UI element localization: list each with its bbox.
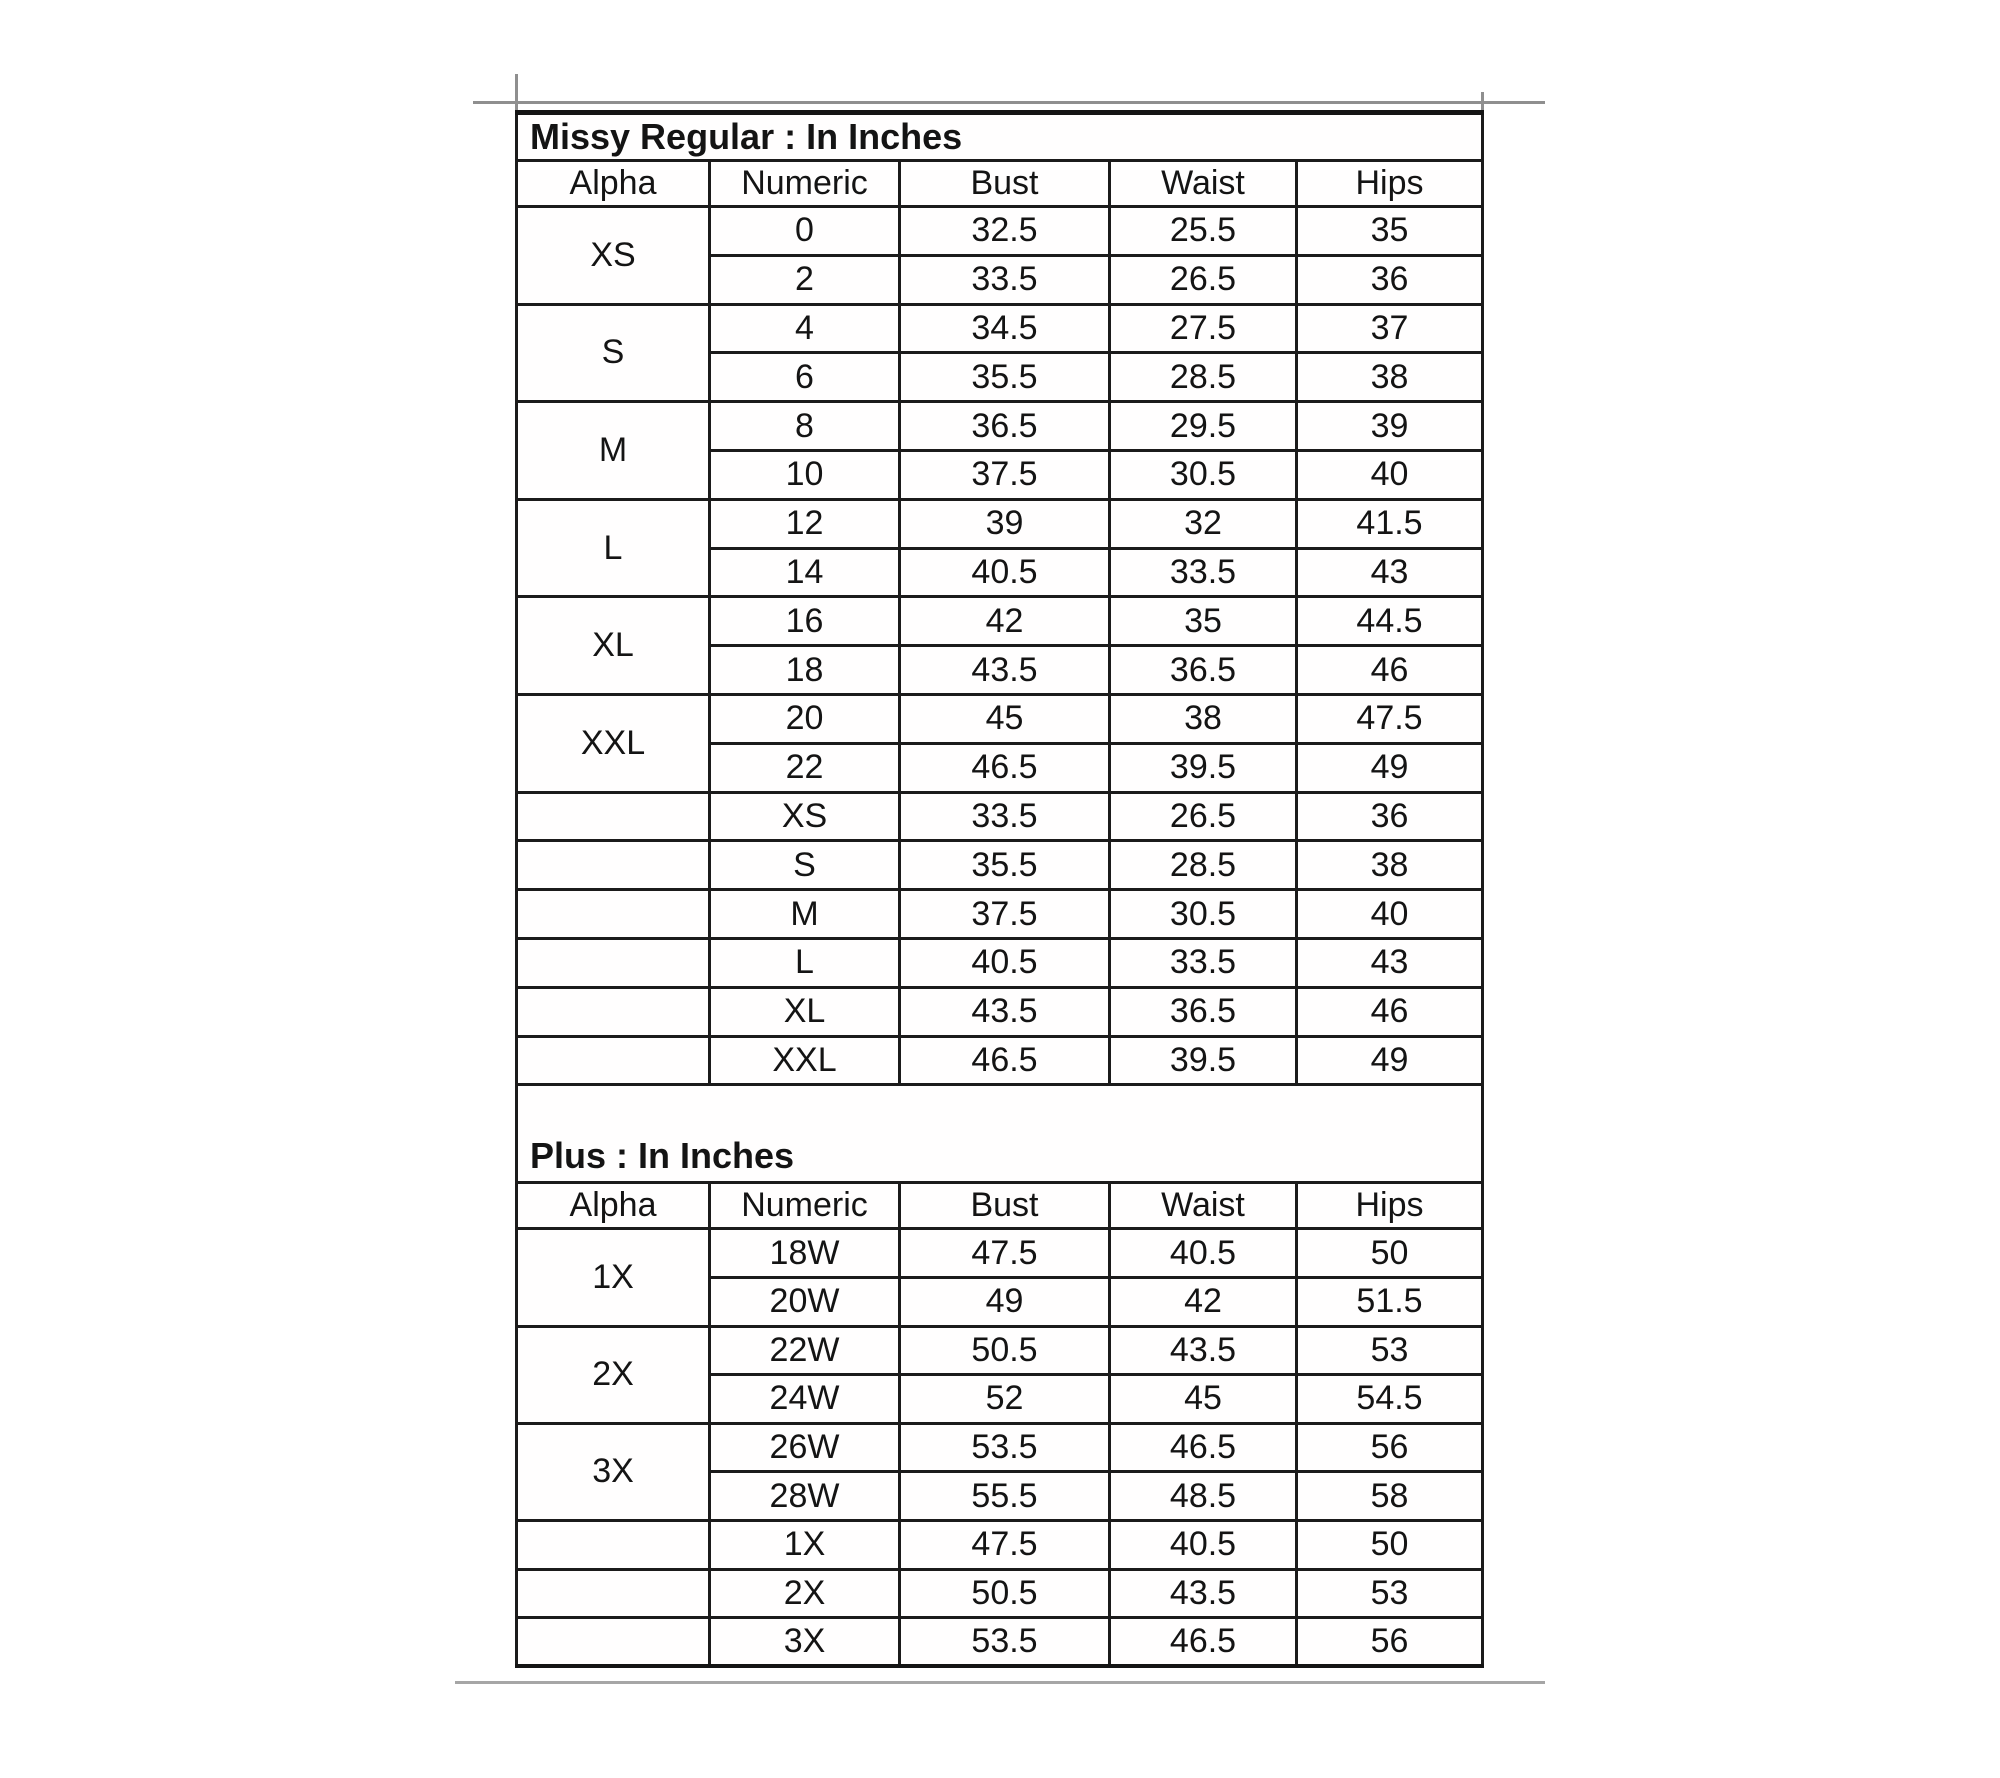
cell-alpha: XL: [517, 597, 710, 695]
column-header-numeric: Numeric: [710, 1183, 900, 1229]
cell-hips: 39: [1297, 402, 1483, 451]
cell-numeric: XL: [710, 987, 900, 1036]
table-row: [517, 841, 1483, 890]
cell-bust: 43.5: [900, 987, 1110, 1036]
size-chart-table: [515, 110, 1484, 1668]
cell-bust: 47.5: [900, 1520, 1110, 1569]
cell-hips: 58: [1297, 1472, 1483, 1521]
cell-bust: 33.5: [900, 792, 1110, 841]
cell-numeric: 16: [710, 597, 900, 646]
cell-waist: 46.5: [1110, 1618, 1297, 1667]
table-row: [517, 1326, 1483, 1375]
table-row: [517, 304, 1483, 353]
cell-waist: 40.5: [1110, 1520, 1297, 1569]
cell-bust: 40.5: [900, 548, 1110, 597]
cell-numeric: 20W: [710, 1277, 900, 1326]
cell-alpha: XXL: [517, 694, 710, 792]
table-row: [517, 597, 1483, 646]
cell-hips: 46: [1297, 987, 1483, 1036]
cell-hips: 35: [1297, 207, 1483, 256]
cell-waist: 43.5: [1110, 1326, 1297, 1375]
table-row: [517, 1569, 1483, 1618]
cell-hips: 49: [1297, 743, 1483, 792]
cell-numeric: 12: [710, 499, 900, 548]
cell-alpha: [517, 1036, 710, 1085]
cell-hips: 44.5: [1297, 597, 1483, 646]
table-row: [517, 402, 1483, 451]
cell-numeric: 22W: [710, 1326, 900, 1375]
cell-bust: 53.5: [900, 1618, 1110, 1667]
cell-waist: 48.5: [1110, 1472, 1297, 1521]
table-row: [517, 113, 1483, 161]
cell-numeric: XXL: [710, 1036, 900, 1085]
cell-bust: 46.5: [900, 743, 1110, 792]
cell-waist: 40.5: [1110, 1229, 1297, 1278]
cell-waist: 36.5: [1110, 987, 1297, 1036]
cell-hips: 40: [1297, 890, 1483, 939]
cell-waist: 46.5: [1110, 1423, 1297, 1472]
cell-bust: 32.5: [900, 207, 1110, 256]
cell-waist: 35: [1110, 597, 1297, 646]
column-header-waist: Waist: [1110, 1183, 1297, 1229]
column-header-bust: Bust: [900, 161, 1110, 207]
cell-bust: 40.5: [900, 938, 1110, 987]
cell-bust: 50.5: [900, 1326, 1110, 1375]
cell-waist: 28.5: [1110, 353, 1297, 402]
cell-waist: 39.5: [1110, 1036, 1297, 1085]
cell-alpha: [517, 890, 710, 939]
table-row: [517, 1520, 1483, 1569]
cell-hips: 36: [1297, 255, 1483, 304]
cell-bust: 55.5: [900, 1472, 1110, 1521]
cell-bust: 46.5: [900, 1036, 1110, 1085]
cell-hips: 40: [1297, 450, 1483, 499]
cell-alpha: S: [517, 304, 710, 402]
cell-bust: 36.5: [900, 402, 1110, 451]
cell-waist: 33.5: [1110, 938, 1297, 987]
cell-waist: 27.5: [1110, 304, 1297, 353]
cell-waist: 29.5: [1110, 402, 1297, 451]
table-row: [517, 161, 1483, 207]
cell-numeric: 0: [710, 207, 900, 256]
cell-numeric: M: [710, 890, 900, 939]
table-row: [517, 987, 1483, 1036]
plus-title: Plus : In Inches: [517, 1085, 1483, 1183]
scan-artifact-left-tick: [515, 74, 518, 112]
cell-alpha: 3X: [517, 1423, 710, 1520]
column-header-numeric: Numeric: [710, 161, 900, 207]
cell-bust: 34.5: [900, 304, 1110, 353]
cell-alpha: [517, 1569, 710, 1618]
cell-bust: 43.5: [900, 646, 1110, 695]
cell-bust: 33.5: [900, 255, 1110, 304]
table-row: [517, 499, 1483, 548]
cell-hips: 46: [1297, 646, 1483, 695]
cell-bust: 47.5: [900, 1229, 1110, 1278]
cell-numeric: L: [710, 938, 900, 987]
table-row: [517, 1618, 1483, 1667]
column-header-hips: Hips: [1297, 161, 1483, 207]
table-row: [517, 1229, 1483, 1278]
cell-bust: 39: [900, 499, 1110, 548]
cell-waist: 26.5: [1110, 792, 1297, 841]
cell-hips: 36: [1297, 792, 1483, 841]
column-header-bust: Bust: [900, 1183, 1110, 1229]
table-row: [517, 694, 1483, 743]
column-header-alpha: Alpha: [517, 161, 710, 207]
table-row: [517, 1036, 1483, 1085]
cell-alpha: [517, 841, 710, 890]
scan-artifact-right-tick: [1481, 92, 1484, 112]
cell-hips: 54.5: [1297, 1375, 1483, 1424]
cell-hips: 47.5: [1297, 694, 1483, 743]
missy-title: Missy Regular : In Inches: [517, 113, 1483, 161]
cell-numeric: 10: [710, 450, 900, 499]
cell-hips: 37: [1297, 304, 1483, 353]
cell-bust: 45: [900, 694, 1110, 743]
cell-alpha: [517, 792, 710, 841]
cell-waist: 30.5: [1110, 890, 1297, 939]
cell-waist: 33.5: [1110, 548, 1297, 597]
table-row: [517, 1183, 1483, 1229]
table-row: [517, 1085, 1483, 1183]
table-row: [517, 938, 1483, 987]
cell-numeric: 28W: [710, 1472, 900, 1521]
cell-alpha: 2X: [517, 1326, 710, 1423]
cell-bust: 35.5: [900, 353, 1110, 402]
cell-hips: 38: [1297, 841, 1483, 890]
table-row: [517, 207, 1483, 256]
cell-numeric: 26W: [710, 1423, 900, 1472]
cell-numeric: 6: [710, 353, 900, 402]
cell-alpha: L: [517, 499, 710, 597]
cell-numeric: 2: [710, 255, 900, 304]
cell-alpha: 1X: [517, 1229, 710, 1326]
cell-waist: 25.5: [1110, 207, 1297, 256]
cell-bust: 42: [900, 597, 1110, 646]
cell-alpha: XS: [517, 207, 710, 305]
cell-numeric: S: [710, 841, 900, 890]
cell-bust: 37.5: [900, 890, 1110, 939]
cell-hips: 50: [1297, 1229, 1483, 1278]
cell-numeric: 3X: [710, 1618, 900, 1667]
column-header-hips: Hips: [1297, 1183, 1483, 1229]
cell-waist: 39.5: [1110, 743, 1297, 792]
cell-numeric: XS: [710, 792, 900, 841]
cell-alpha: [517, 987, 710, 1036]
cell-waist: 32: [1110, 499, 1297, 548]
cell-alpha: [517, 938, 710, 987]
scan-artifact-bottom-line: [455, 1681, 1545, 1684]
cell-numeric: 22: [710, 743, 900, 792]
cell-hips: 41.5: [1297, 499, 1483, 548]
cell-alpha: [517, 1520, 710, 1569]
cell-hips: 56: [1297, 1618, 1483, 1667]
cell-hips: 53: [1297, 1326, 1483, 1375]
table-row: [517, 890, 1483, 939]
cell-bust: 35.5: [900, 841, 1110, 890]
cell-hips: 53: [1297, 1569, 1483, 1618]
cell-numeric: 14: [710, 548, 900, 597]
cell-bust: 50.5: [900, 1569, 1110, 1618]
cell-numeric: 8: [710, 402, 900, 451]
cell-waist: 28.5: [1110, 841, 1297, 890]
table-row: [517, 792, 1483, 841]
cell-alpha: [517, 1618, 710, 1667]
cell-hips: 56: [1297, 1423, 1483, 1472]
cell-waist: 45: [1110, 1375, 1297, 1424]
cell-numeric: 18: [710, 646, 900, 695]
cell-hips: 50: [1297, 1520, 1483, 1569]
cell-waist: 36.5: [1110, 646, 1297, 695]
cell-hips: 43: [1297, 548, 1483, 597]
cell-bust: 37.5: [900, 450, 1110, 499]
cell-waist: 38: [1110, 694, 1297, 743]
table-row: [517, 1423, 1483, 1472]
cell-waist: 43.5: [1110, 1569, 1297, 1618]
cell-hips: 49: [1297, 1036, 1483, 1085]
cell-numeric: 4: [710, 304, 900, 353]
cell-waist: 30.5: [1110, 450, 1297, 499]
cell-numeric: 1X: [710, 1520, 900, 1569]
cell-waist: 42: [1110, 1277, 1297, 1326]
cell-hips: 38: [1297, 353, 1483, 402]
cell-numeric: 20: [710, 694, 900, 743]
column-header-alpha: Alpha: [517, 1183, 710, 1229]
cell-numeric: 18W: [710, 1229, 900, 1278]
scan-artifact-top-line: [473, 101, 1545, 104]
cell-bust: 53.5: [900, 1423, 1110, 1472]
cell-numeric: 24W: [710, 1375, 900, 1424]
cell-hips: 43: [1297, 938, 1483, 987]
cell-alpha: M: [517, 402, 710, 500]
column-header-waist: Waist: [1110, 161, 1297, 207]
cell-numeric: 2X: [710, 1569, 900, 1618]
cell-bust: 49: [900, 1277, 1110, 1326]
cell-bust: 52: [900, 1375, 1110, 1424]
cell-waist: 26.5: [1110, 255, 1297, 304]
cell-hips: 51.5: [1297, 1277, 1483, 1326]
